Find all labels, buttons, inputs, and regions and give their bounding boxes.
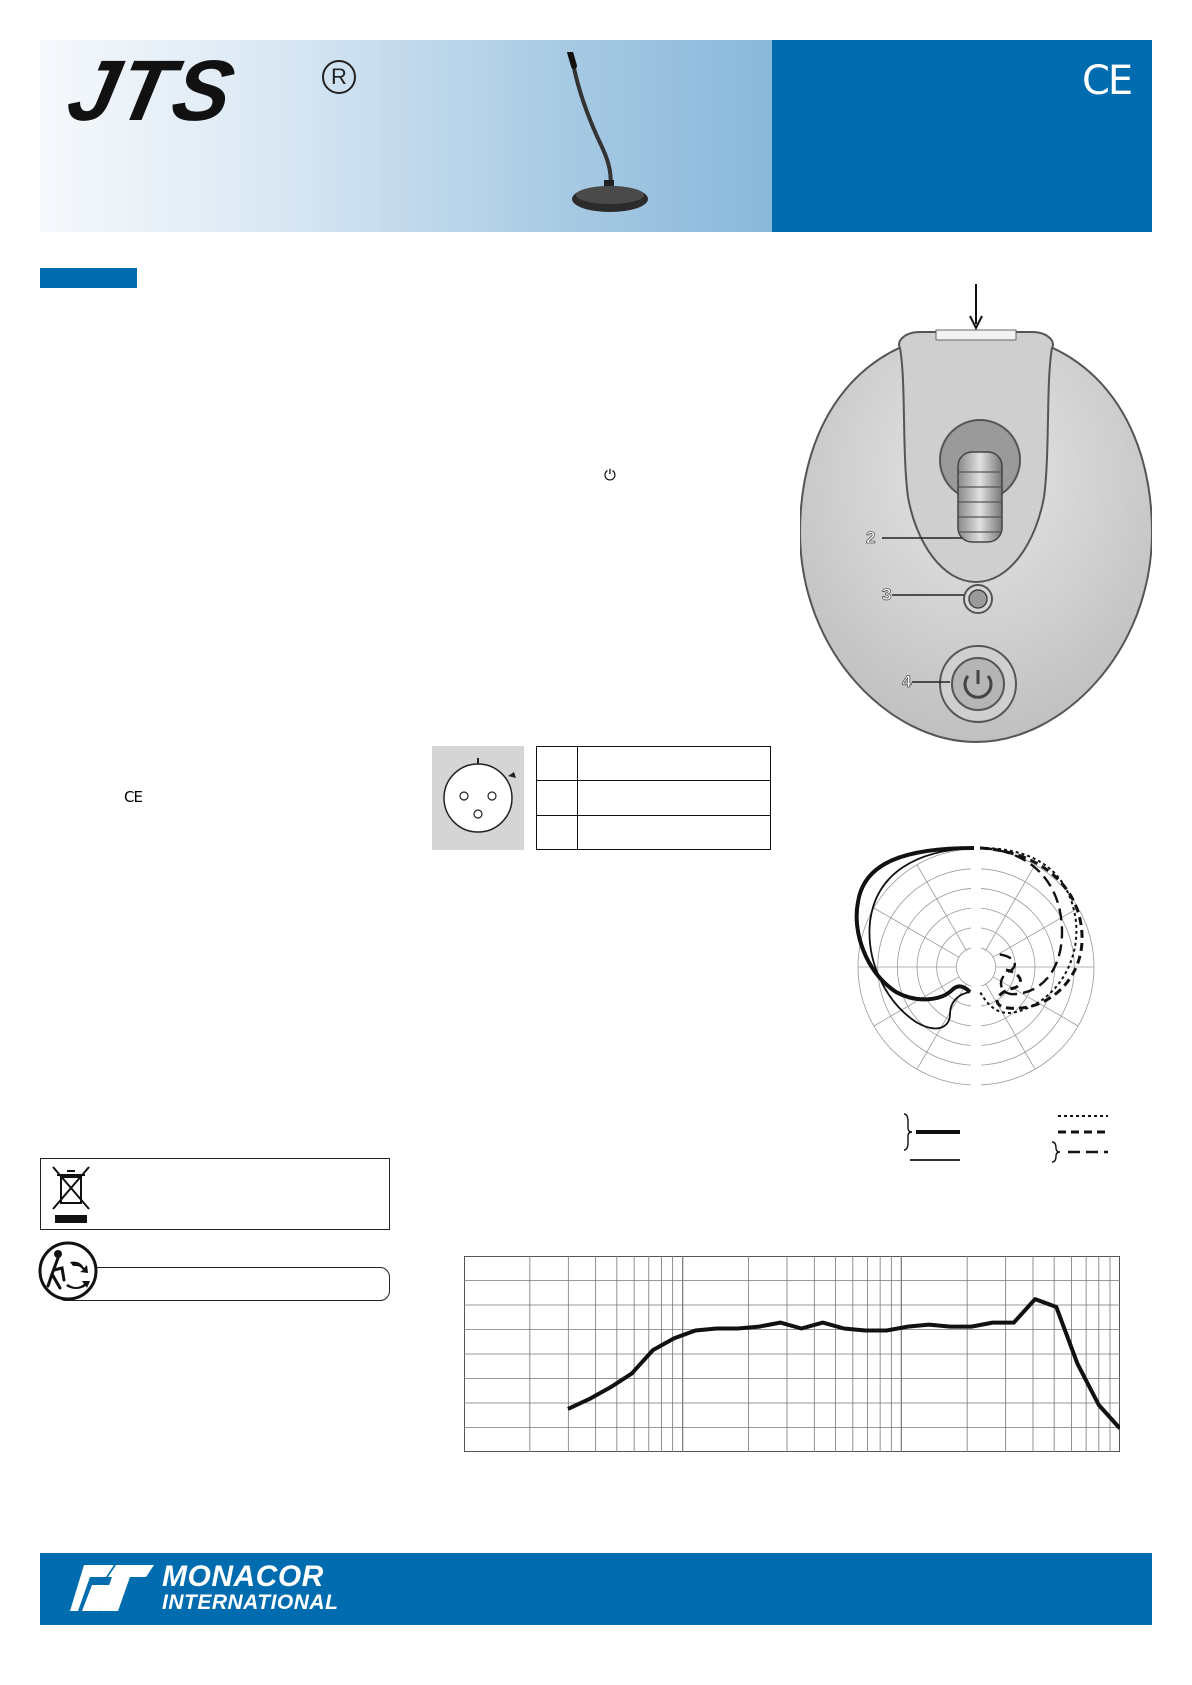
callout-3: 3 — [882, 585, 892, 604]
table-row — [537, 747, 771, 781]
recycling-info-pill — [56, 1267, 390, 1301]
ce-mark-small-icon: CE — [124, 788, 142, 806]
xlr-connector-illustration — [432, 746, 524, 850]
recycling-person-icon — [38, 1240, 98, 1302]
monacor-logo-icon — [70, 1563, 154, 1613]
callout-2: 2 — [866, 528, 876, 547]
registered-trademark-icon: R — [322, 60, 356, 94]
table-row — [537, 781, 771, 815]
section-tab — [40, 268, 137, 288]
polar-legend — [900, 1110, 1110, 1170]
brand-logo: JTS — [59, 43, 244, 139]
company-name: MONACOR — [162, 1560, 324, 1593]
weee-disposal-box — [40, 1158, 390, 1230]
power-icon: ⏻ — [604, 466, 616, 484]
pin-assignment-table — [536, 746, 771, 850]
company-name-suffix: INTERNATIONAL — [162, 1591, 339, 1614]
table-row — [537, 815, 771, 849]
gooseneck-microphone-illustration — [560, 52, 650, 212]
microphone-base-diagram — [800, 282, 1152, 744]
ce-mark-icon: CE — [1082, 58, 1132, 104]
polar-series-solid-thin — [869, 848, 974, 1028]
crossed-out-bin-icon — [51, 1165, 91, 1225]
polar-pattern-chart — [846, 842, 1106, 1092]
frequency-response-chart — [464, 1256, 1120, 1452]
callout-4: 4 — [902, 672, 912, 691]
